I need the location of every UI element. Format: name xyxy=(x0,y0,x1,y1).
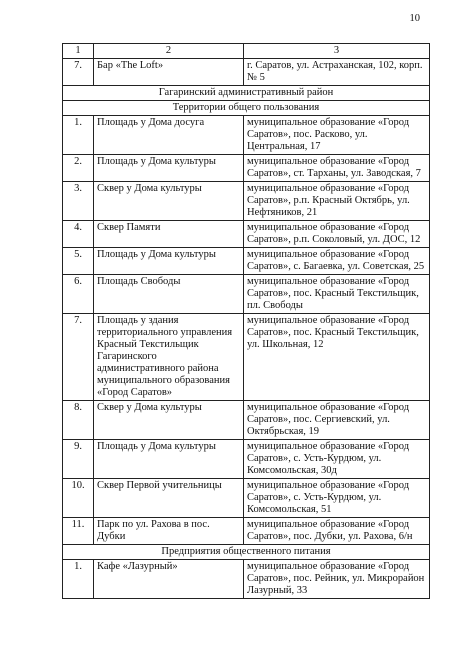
column-number: 3 xyxy=(244,44,430,59)
object-name: Сквер у Дома культуры xyxy=(94,182,244,221)
table-row xyxy=(63,182,430,221)
column-number: 2 xyxy=(94,44,244,59)
object-name: Сквер у Дома культуры xyxy=(94,401,244,440)
section-heading-row xyxy=(63,101,430,116)
object-address: муниципальное образование «Город Саратов», с. Багаевка, ул. Советская, 25 xyxy=(244,248,430,275)
row-number: 7. xyxy=(63,314,94,401)
table-row xyxy=(63,440,430,479)
object-address: муниципальное образование «Город Саратов», пос. Расково, ул. Центральная, 17 xyxy=(244,116,430,155)
object-address: муниципальное образование «Город Саратов», пос. Красный Текстильщик, ул. Школьная, 12 xyxy=(244,314,430,401)
row-number: 7. xyxy=(63,59,94,86)
table-row xyxy=(63,116,430,155)
row-number: 8. xyxy=(63,401,94,440)
object-address: муниципальное образование «Город Саратов», пос. Красный Текстильщик, пл. Свободы xyxy=(244,275,430,314)
row-number: 10. xyxy=(63,479,94,518)
section-heading: Территории общего пользования xyxy=(63,101,430,116)
row-number: 1. xyxy=(63,116,94,155)
row-number: 11. xyxy=(63,518,94,545)
object-address: муниципальное образование «Город Саратов», р.п. Соколовый, ул. ДОС, 12 xyxy=(244,221,430,248)
row-number: 9. xyxy=(63,440,94,479)
object-address: муниципальное образование «Город Саратов», пос. Дубки, ул. Рахова, 6/н xyxy=(244,518,430,545)
table-row xyxy=(63,560,430,599)
object-name: Сквер Первой учительницы xyxy=(94,479,244,518)
object-address: муниципальное образование «Город Саратов», пос. Рейник, ул. Микрорайон Лазурный, 33 xyxy=(244,560,430,599)
column-number: 1 xyxy=(63,44,94,59)
page-number: 10 xyxy=(409,13,420,24)
section-heading-row xyxy=(63,545,430,560)
table-row xyxy=(63,479,430,518)
object-name: Сквер Памяти xyxy=(94,221,244,248)
section-heading: Гагаринский административный район xyxy=(63,86,430,101)
table-row xyxy=(63,314,430,401)
row-number: 4. xyxy=(63,221,94,248)
object-name: Площадь Свободы xyxy=(94,275,244,314)
table-row xyxy=(63,518,430,545)
row-number: 1. xyxy=(63,560,94,599)
section-heading-row xyxy=(63,86,430,101)
object-name: Бар «The Loft» xyxy=(94,59,244,86)
table-row xyxy=(63,248,430,275)
table-row xyxy=(63,275,430,314)
table-row xyxy=(63,59,430,86)
object-name: Площадь у Дома культуры xyxy=(94,248,244,275)
column-number-row xyxy=(63,44,430,59)
row-number: 3. xyxy=(63,182,94,221)
object-address: муниципальное образование «Город Саратов», р.п. Красный Октябрь, ул. Нефтяников, 21 xyxy=(244,182,430,221)
object-name: Парк по ул. Рахова в пос. Дубки xyxy=(94,518,244,545)
row-number: 5. xyxy=(63,248,94,275)
table-row xyxy=(63,155,430,182)
object-address: муниципальное образование «Город Саратов», ст. Тарханы, ул. Заводская, 7 xyxy=(244,155,430,182)
row-number: 6. xyxy=(63,275,94,314)
row-number: 2. xyxy=(63,155,94,182)
section-heading: Предприятия общественного питания xyxy=(63,545,430,560)
object-address: муниципальное образование «Город Саратов», с. Усть-Курдюм, ул. Комсомольская, 30д xyxy=(244,440,430,479)
object-name: Площадь у здания территориального управления Красный Текстильщик Гагаринского административного района муниципального образования «Город Саратов» xyxy=(94,314,244,401)
table-row xyxy=(63,221,430,248)
object-name: Кафе «Лазурный» xyxy=(94,560,244,599)
table-row xyxy=(63,401,430,440)
object-address: г. Саратов, ул. Астраханская, 102, корп. № 5 xyxy=(244,59,430,86)
object-name: Площадь у Дома культуры xyxy=(94,155,244,182)
object-name: Площадь у Дома досуга xyxy=(94,116,244,155)
object-name: Площадь у Дома культуры xyxy=(94,440,244,479)
object-address: муниципальное образование «Город Саратов», с. Усть-Курдюм, ул. Комсомольская, 51 xyxy=(244,479,430,518)
object-address: муниципальное образование «Город Саратов», пос. Сергиевский, ул. Октябрьская, 19 xyxy=(244,401,430,440)
registry-table xyxy=(62,43,430,599)
